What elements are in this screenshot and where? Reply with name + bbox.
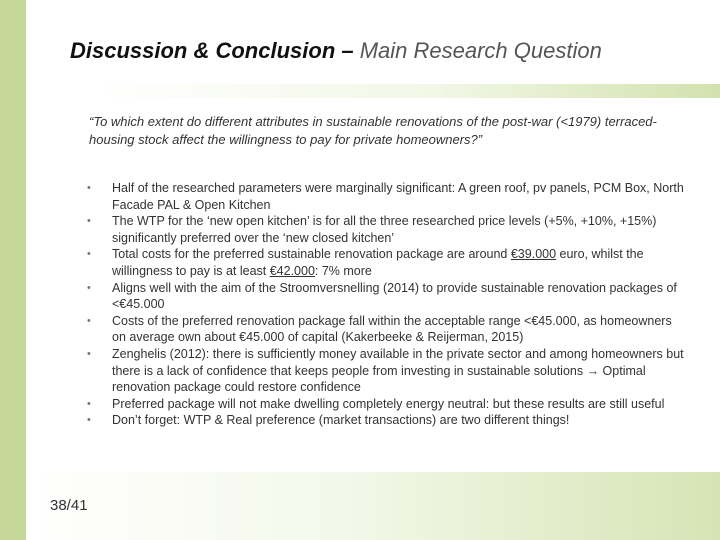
- bullet-text: Aligns well with the aim of the Stroomversnelling (2014) to provide sustainable renovation packages of <€45.000: [112, 280, 677, 312]
- bullet-text: Preferred package will not make dwelling completely energy neutral: but these results are still useful: [112, 396, 665, 411]
- cost-value: €39.000: [510, 247, 557, 262]
- bullet-item: [84, 213, 684, 246]
- footer-gradient: [26, 472, 720, 540]
- bullet-text: The WTP for the ‘new open kitchen’ is for all the three researched price levels (+5%, +10%, +15%) significantly preferred over the ‘new closed kitchen’: [112, 214, 657, 245]
- title-subtitle: Main Research Question: [359, 38, 602, 63]
- bullet-dot-icon: •: [87, 314, 91, 327]
- wtp-value: €42.000: [269, 263, 315, 278]
- bullet-list: [84, 180, 684, 429]
- bullet-text-pre: Total costs for the preferred sustainable renovation package are around: [112, 247, 511, 262]
- bullet-text: Half of the researched parameters were marginally significant: A green roof, pv panels, PCM Box, North Facade PAL & Open Kitchen: [112, 181, 684, 212]
- bullet-text-post: : 7% more: [314, 263, 372, 278]
- research-question: “To which extent do different attributes in sustainable renovations of the post-war (<1979) terraced-housing stock affect the willingness to pay for private homeowners?”: [89, 114, 657, 147]
- title-main: Discussion & Conclusion –: [70, 38, 360, 63]
- title-underline-gradient: [92, 84, 720, 98]
- bullet-dot-icon: •: [87, 248, 91, 261]
- slide-title: [70, 38, 710, 64]
- bullet-dot-icon: •: [87, 281, 91, 294]
- bullet-item: [84, 280, 684, 313]
- bullet-dot-icon: •: [87, 182, 91, 194]
- bullet-item: [84, 396, 684, 413]
- bullet-dot-icon: •: [87, 215, 91, 228]
- bullet-text: Don’t forget: WTP & Real preference (market transactions) are two different things!: [112, 413, 570, 428]
- bullet-dot-icon: •: [87, 397, 91, 410]
- bullet-item: [84, 412, 684, 429]
- bullet-text: Zenghelis (2012): there is sufficiently money available in the private sector and among homeowners but there is a lack of confidence that keeps people from investing in sustainable solutions → Optimal renovation package could restore confidence: [112, 346, 684, 395]
- bullet-item: [84, 346, 684, 396]
- bullet-dot-icon: •: [87, 347, 91, 360]
- slide-number: 38/41: [50, 497, 88, 514]
- bullet-text-mid: euro, whilst the willingness to pay is at least: [112, 247, 644, 278]
- bullet-dot-icon: •: [87, 414, 91, 427]
- bullet-item: [84, 313, 684, 346]
- bullet-item: [84, 180, 684, 213]
- left-accent-bar: [0, 0, 26, 540]
- bullet-text: Costs of the preferred renovation package fall within the acceptable range <€45.000, as homeowners on average own about €45.000 of capital (Kakerbeeke & Reijerman, 2015): [112, 313, 672, 345]
- bullet-item: [84, 246, 684, 279]
